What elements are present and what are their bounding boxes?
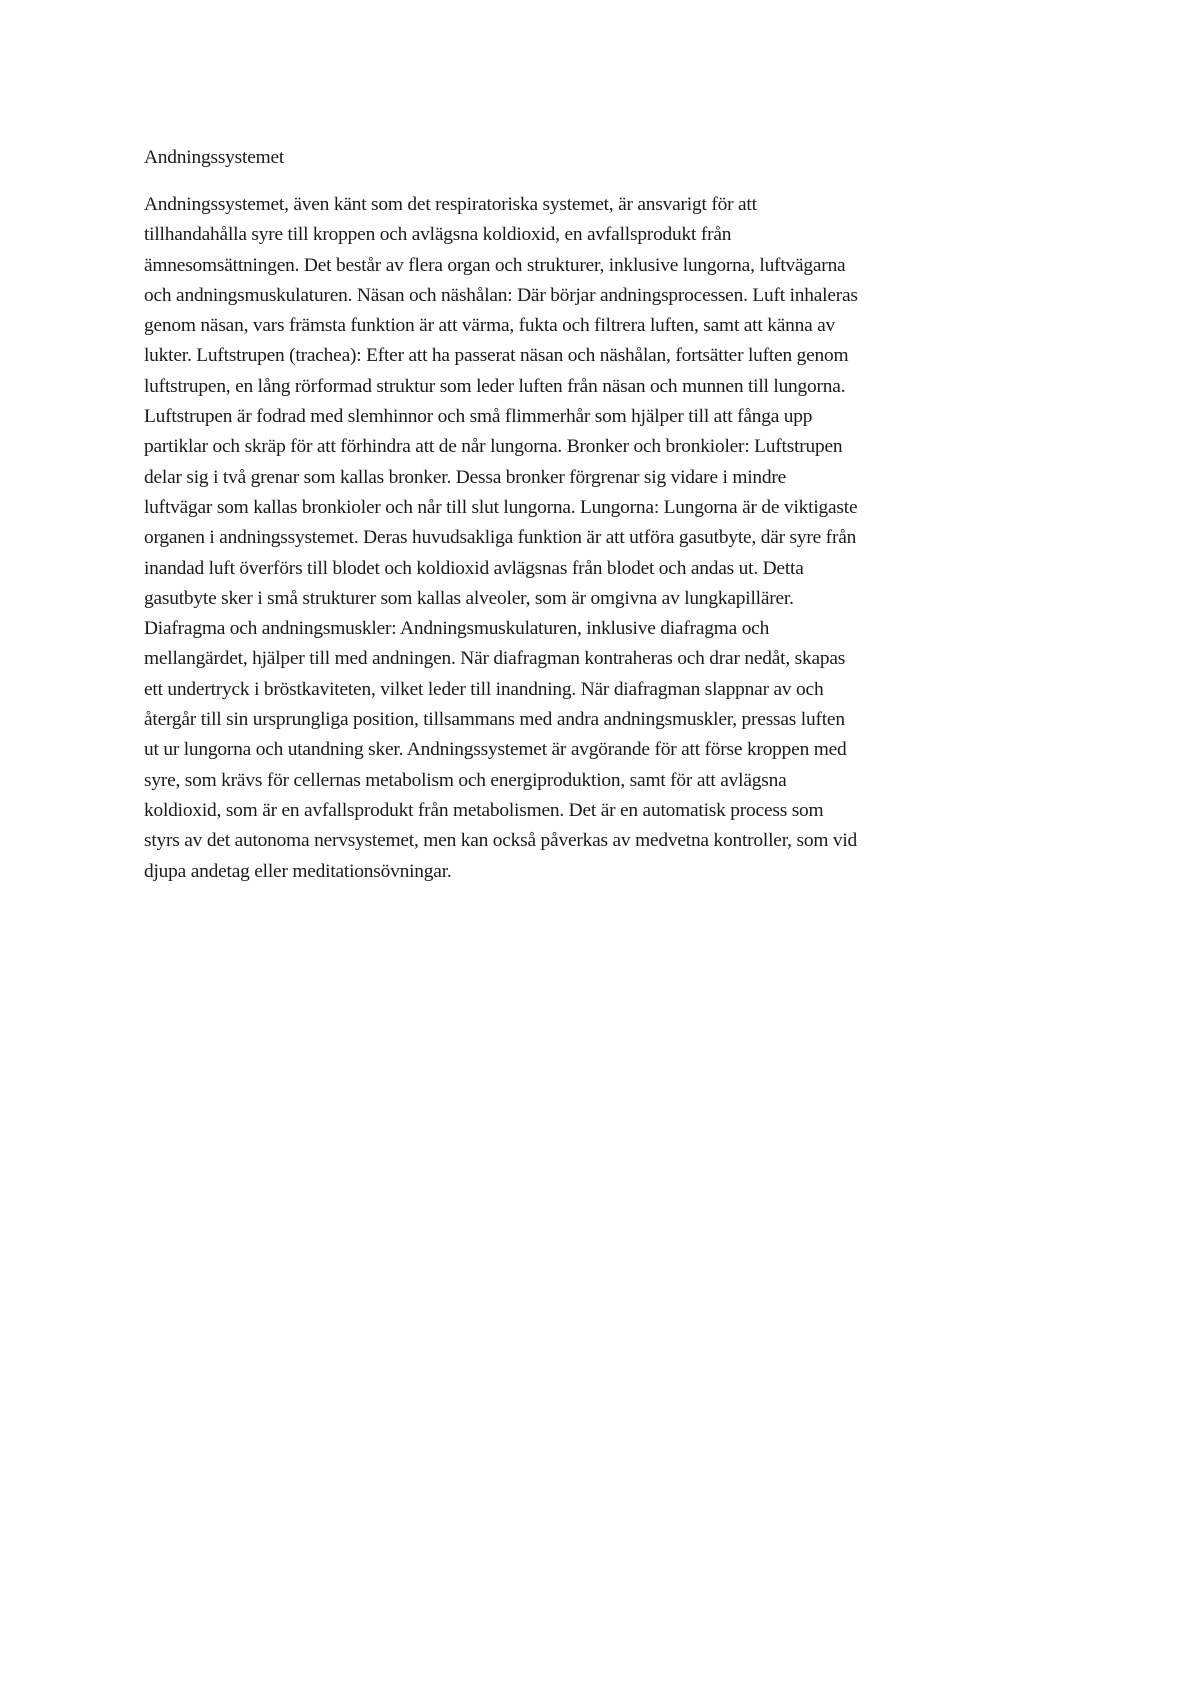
- body-line: luftvägar som kallas bronkioler och når till slut lungorna. Lungorna: Lungorna är de viktigaste: [144, 496, 858, 518]
- body-line: och andningsmuskulaturen. Näsan och näshålan: Där börjar andningsprocessen. Luft inhaleras: [144, 284, 858, 306]
- body-line: luftstrupen, en lång rörformad struktur som leder luften från näsan och munnen till lungorna.: [144, 375, 846, 397]
- body-line: lukter. Luftstrupen (trachea): Efter att ha passerat näsan och näshålan, fortsätter luften genom: [144, 345, 849, 367]
- body-line: återgår till sin ursprungliga position, tillsammans med andra andningsmuskler, pressas luften: [144, 709, 845, 731]
- body-line: ett undertryck i bröstkaviteten, vilket leder till inandning. När diafragman slappnar av och: [144, 678, 824, 700]
- document-title: Andningssystemet: [144, 147, 285, 168]
- body-line: delar sig i två grenar som kallas bronker. Dessa bronker förgrenar sig vidare i mindre: [144, 466, 787, 488]
- body-line: mellangärdet, hjälper till med andningen. När diafragman kontraheras och drar nedåt, skapas: [144, 648, 846, 670]
- body-line: Diafragma och andningsmuskler: Andningsmuskulaturen, inklusive diafragma och: [144, 618, 770, 640]
- document-body: [144, 190, 1064, 887]
- body-line: organen i andningssystemet. Deras huvudsakliga funktion är att utföra gasutbyte, där syre från: [144, 527, 857, 549]
- document-content: [144, 146, 1064, 887]
- body-line: tillhandahålla syre till kroppen och avlägsna koldioxid, en avfallsprodukt från: [144, 224, 732, 246]
- body-line: koldioxid, som är en avfallsprodukt från metabolismen. Det är en automatisk process som: [144, 799, 824, 821]
- body-line: syre, som krävs för cellernas metabolism och energiproduktion, samt för att avlägsna: [144, 769, 787, 791]
- body-line: Luftstrupen är fodrad med slemhinnor och små flimmerhår som hjälper till att fånga upp: [144, 406, 813, 428]
- body-line: partiklar och skräp för att förhindra att de når lungorna. Bronker och bronkioler: Luftstrupen: [144, 436, 843, 458]
- body-line: genom näsan, vars främsta funktion är att värma, fukta och filtrera luften, samt att känna av: [144, 315, 836, 337]
- body-line: ut ur lungorna och utandning sker. Andningssystemet är avgörande för att förse kroppen med: [144, 739, 847, 761]
- body-line: inandad luft överförs till blodet och koldioxid avlägsnas från blodet och andas ut. Detta: [144, 557, 804, 579]
- body-line: gasutbyte sker i små strukturer som kallas alveoler, som är omgivna av lungkapillärer.: [144, 587, 794, 609]
- body-line: ämnesomsättningen. Det består av flera organ och strukturer, inklusive lungorna, luftvägarna: [144, 254, 846, 276]
- body-line: styrs av det autonoma nervsystemet, men kan också påverkas av medvetna kontroller, som vid: [144, 830, 858, 852]
- body-line: Andningssystemet, även känt som det respiratoriska systemet, är ansvarigt för att: [144, 194, 757, 215]
- body-line: djupa andetag eller meditationsövningar.: [144, 860, 452, 882]
